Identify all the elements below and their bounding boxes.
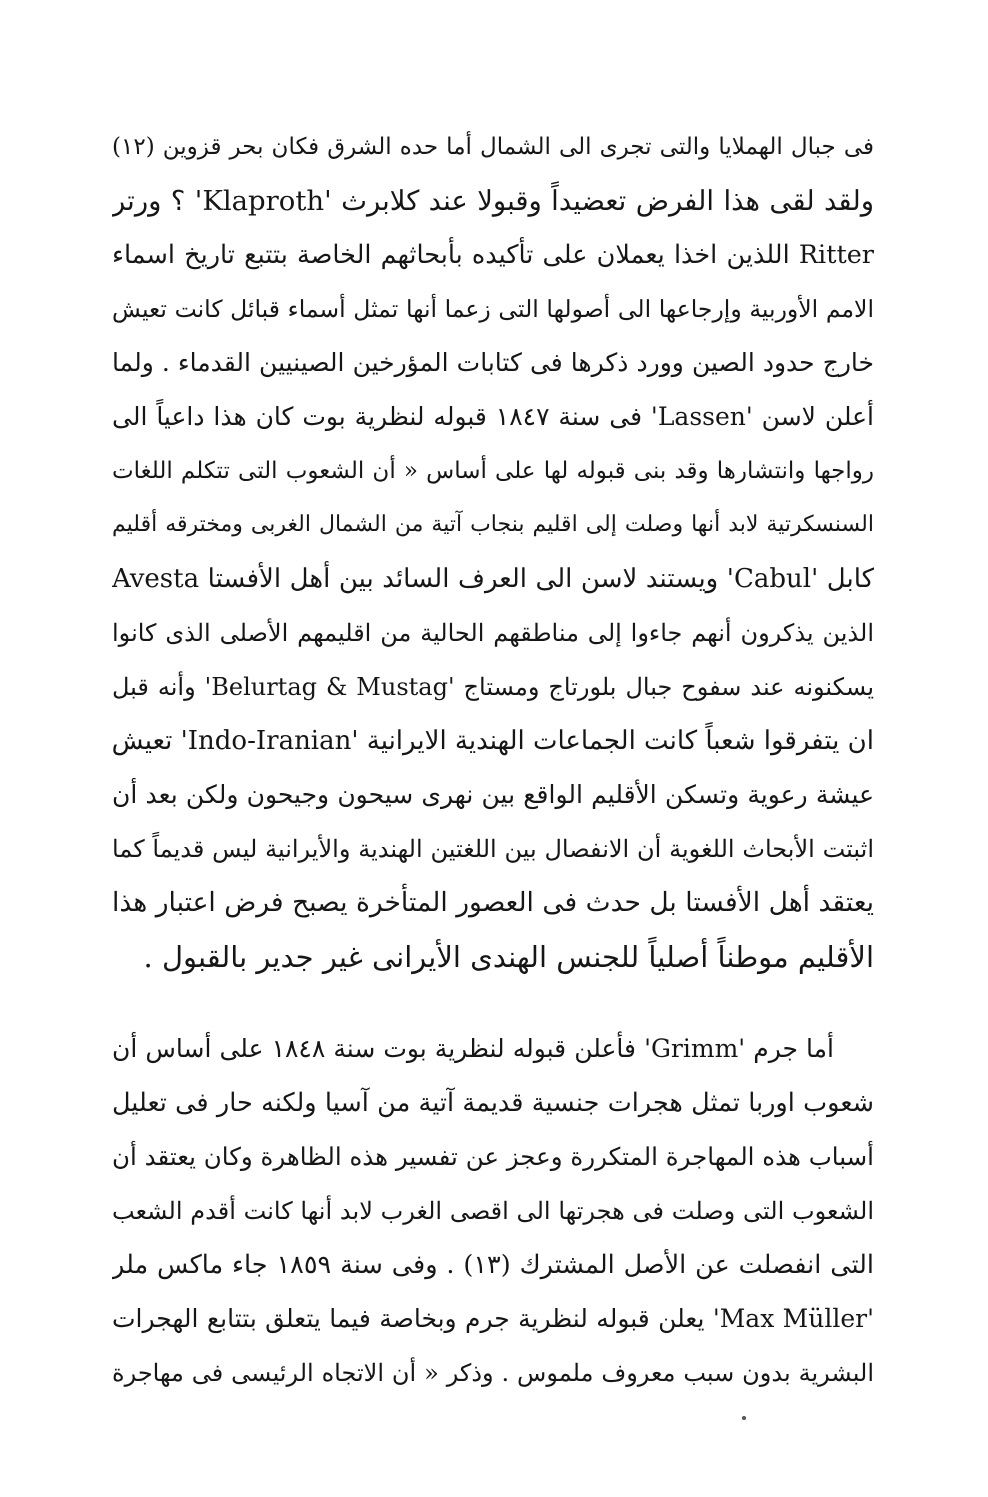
text-line: الشعوب التى وصلت فى هجرتها الى اقصى الغرب لابد أنها كانت أقدم الشعب	[112, 1197, 874, 1225]
text-line: Ritter اللذين اخذا يعملان على تأكيده بأبحاثهم الخاصة بتتبع تاريخ اسماء	[112, 240, 874, 270]
text-line: أسباب هذه المهاجرة المتكررة وعجز عن تفسير هذه الظاهرة وكان يعتقد أن	[112, 1142, 874, 1171]
text-line: اثبتت الأبحاث اللغوية أن الانفصال بين اللغتين الهندية والأيرانية ليس قديماً كما	[112, 835, 874, 863]
ink-speck	[742, 1416, 746, 1420]
paragraph-2	[112, 1022, 874, 1400]
text-line: ولقد لقى هذا الفرض تعضيداً وقبولا عند كلابرث 'Klaproth' ؟ ورتر	[112, 185, 874, 217]
text-line: عيشة رعوية وتسكن الأقليم الواقع بين نهرى سيحون وجيحون ولكن بعد أن	[112, 780, 874, 809]
text-line: أما جرم 'Grimm' فأعلن قبوله لنظرية بوت سنة ١٨٤٨ على أساس أن	[112, 1034, 834, 1063]
text-line: 'Max Müller' يعلن قبوله لنظرية جرم وبخاصة فيما يتعلق بتتابع الهجرات	[112, 1304, 874, 1333]
text-line: الأقليم موطناً أصلياً للجنس الهندى الأيرانى غير جدير بالقبول .	[143, 940, 874, 974]
text-line: كابل 'Cabul' ويستند لاسن الى العرف السائد بين أهل الأفستا Avesta	[112, 564, 874, 594]
text-line: ان يتفرقوا شعباً كانت الجماعات الهندية الايرانية 'Indo-Iranian' تعيش	[112, 726, 874, 756]
text-line: خارج حدود الصين وورد ذكرها فى كتابات المؤرخين الصينيين القدماء . ولما	[112, 348, 874, 377]
paragraph-1	[112, 120, 874, 984]
text-line: البشرية بدون سبب معروف ملموس . وذكر « أن الاتجاه الرئيسى فى مهاجرة	[112, 1359, 874, 1387]
text-line: السنسكرتية لابد أنها وصلت إلى اقليم بنجاب آتية من الشمال الغربى ومخترقه أقليم	[112, 512, 874, 537]
text-line: أعلن لاسن 'Lassen' فى سنة ١٨٤٧ قبوله لنظرية بوت كان هذا داعياً الى	[112, 402, 874, 431]
text-line: فى جبال الهملايا والتى تجرى الى الشمال أما حده الشرق فكان بحر قزوين (١٢)	[112, 134, 874, 160]
text-line: التى انفصلت عن الأصل المشترك (١٣) . وفى سنة ١٨٥٩ جاء ماكس ملر	[112, 1250, 874, 1280]
text-line: الامم الأوربية وإرجاعها الى أصولها التى زعما أنها تمثل أسماء قبائل كانت تعيش	[112, 295, 874, 323]
text-line: يسكنونه عند سفوح جبال بلورتاج ومستاج 'Belurtag & Mustag' وأنه قبل	[112, 673, 874, 701]
text-line: يعتقد أهل الأفستا بل حدث فى العصور المتأخرة يصبح فرض اعتبار هذا	[112, 887, 874, 918]
text-line: رواجها وانتشارها وقد بنى قبوله لها على أساس « أن الشعوب التى تتكلم اللغات	[112, 458, 874, 484]
text-line: الذين يذكرون أنهم جاءوا إلى مناطقهم الحالية من اقليمهم الأصلى الذى كانوا	[112, 619, 874, 647]
text-line: شعوب اوربا تمثل هجرات جنسية قديمة آتية من آسيا ولكنه حار فى تعليل	[112, 1088, 874, 1118]
